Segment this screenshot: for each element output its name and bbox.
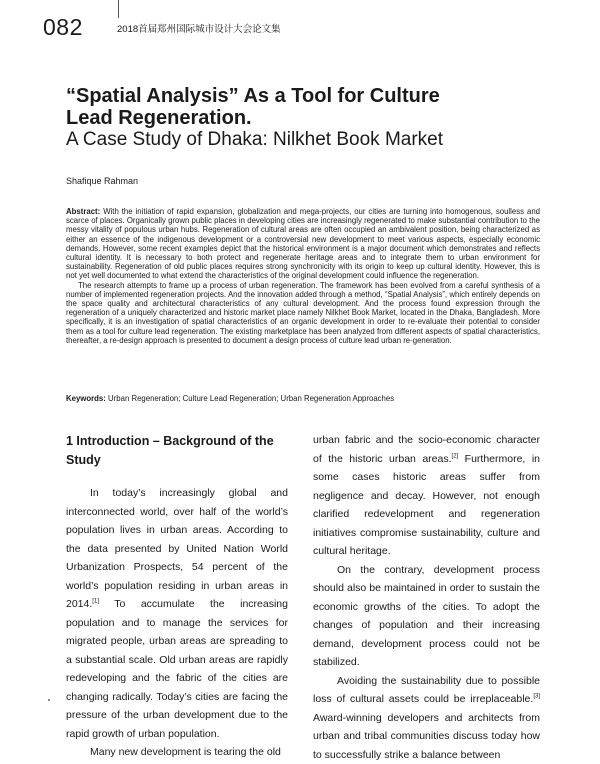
body-text: urban fabric and the socio-economic character of the historic urban areas.	[313, 434, 540, 465]
body-text: Award-winning developers and architects from urban and tribal communities discuss today how to successfully strike a balance between	[313, 712, 540, 761]
citation-ref: [1]	[92, 599, 99, 605]
keywords-label: Keywords:	[66, 394, 106, 403]
body-text: Avoiding the sustainability due to possible loss of cultural assets could be irreplaceable.	[313, 675, 540, 706]
body-text: Furthermore, in some cases historic areas suffer from negligence and decay. However, not enough clarified redevelopment and regeneration initiatives compromise sustainability, culture and cultural heritage.	[313, 453, 540, 558]
keywords	[66, 394, 540, 403]
page-number: 082	[43, 14, 83, 41]
paper-subtitle: A Case Study of Dhaka: Nilkhet Book Market	[66, 129, 443, 151]
citation-ref: [3]	[533, 694, 540, 700]
scan-artifact	[48, 699, 50, 701]
abstract-label: Abstract:	[66, 207, 100, 216]
body-paragraph	[66, 484, 288, 743]
body-column-right	[313, 431, 540, 764]
abstract-paragraph-2: The research attempts to frame up a process of urban regeneration. The framework has been evolved from a careful synthesis of a number of implemented regeneration projects. And the innovation added through a method, “Spatial Analysis”, which entirely depends on the space quality and architectural characteristics of any cultural development. And the process found expression through the regeneration of a uniquely characterized and historic market place namely Nilkhet Book Market, located in the Dhaka, Bangladesh. More specifically, it is an investigation of spatial characteristics of an organic development in order to re-evaluate their potential to consider them as a tool for culture lead regeneration. The existing marketplace has been analyzed from different aspects of spatial characteristics, thereafter, a re-design approach is presented to document a design process of culture lead urban re-generation.	[66, 281, 540, 345]
author-name: Shafique Rahman	[66, 176, 138, 186]
abstract-paragraph-1	[66, 207, 540, 281]
section-heading: 1 Introduction – Background of the Study	[66, 432, 291, 470]
citation-ref: [2]	[452, 453, 459, 459]
keywords-text: Urban Regeneration; Culture Lead Regeneration; Urban Regeneration Approaches	[108, 394, 394, 403]
header-rule	[118, 0, 119, 18]
body-text: To accumulate the increasing population and to manage the services for migrated people, urban areas are spreading to a substantial scale. Old urban areas are rapidly redeveloping and the fabric of the cities are changing radically. Today’s cities are facing the pressure of the urban development due to the rapid growth of urban population.	[66, 598, 288, 740]
series-title: 2018首届郑州国际城市设计大会论文集	[117, 21, 281, 35]
body-paragraph: On the contrary, development process should also be maintained in order to sustain the economic growths of the cities. To adopt the changes of population and their increasing demand, development process could not be stabilized.	[313, 561, 540, 672]
body-column-left	[66, 484, 288, 762]
paper-title: “Spatial Analysis” As a Tool for Culture	[66, 85, 440, 107]
body-text: In today’s increasingly global and interconnected world, over half of the world’s population lives in urban areas. According to the data presented by United Nation World Urbanization Prospects, 54 percent of the world’s population residing in urban areas in 2014.	[66, 487, 288, 610]
body-paragraph	[313, 431, 540, 561]
paper-title-continued: Lead Regeneration.	[66, 107, 252, 129]
body-paragraph: Many new development is tearing the old	[66, 743, 288, 762]
abstract-text-1: With the initiation of rapid expansion, globalization and mega-projects, our cities are turning into homogenous, soulless and scarce of places. Organically grown public places in developing cities are increasingly regenerated to make substantial contribution to the messy vitality of populous urban hubs. Regeneration of cultural areas are often occupied an ambivalent position, being characterized as either an essence of the indigenous development or a controversial new development to meet various aspects, especially economic demands. However, some recent examples depict that the historical environment is a major document which demonstrates and reflects cultural identity. It is necessary to both protect and regenerate heritage areas and to integrate them to urban environment for sustainability. Regeneration of old public places requires strong synchronicity with its origin to keep up cultural identity. However, this is not yet well documented to what extend the characteristics of the original development could influence the regeneration.	[66, 207, 540, 280]
abstract	[66, 207, 540, 345]
body-paragraph	[313, 672, 540, 764]
